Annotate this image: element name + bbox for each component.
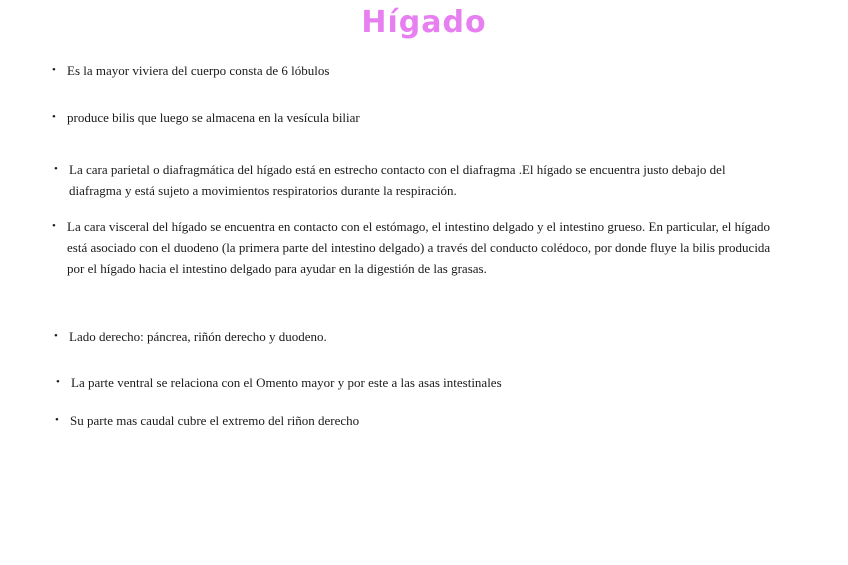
bullet-item-6: [56, 372, 791, 393]
bullet-item-5: [54, 326, 789, 347]
bullet-text: Su parte mas caudal cubre el extremo del riñon derecho: [70, 413, 360, 428]
bullet-text: produce bilis que luego se almacena en la vesícula biliar: [67, 110, 360, 125]
bullet-text: Es la mayor viviera del cuerpo consta de 6 lóbulos: [67, 63, 330, 78]
page-title: Hígado: [361, 5, 487, 40]
bullet-icon: •: [56, 376, 60, 388]
bullet-text: La parte ventral se relaciona con el Omento mayor y por este a las asas intestinales: [71, 375, 502, 390]
bullet-text: La cara parietal o diafragmática del hígado está en estrecho contacto con el diafragma .El hígado se encuentra justo debajo del diafragma y está sujeto a movimientos respiratorios durante la respiración.: [69, 162, 726, 198]
bullet-icon: •: [52, 111, 56, 123]
bullet-item-4: [52, 216, 789, 279]
bullet-text: Lado derecho: páncrea, riñón derecho y duodeno.: [69, 329, 327, 344]
bullet-icon: •: [54, 163, 58, 175]
bullet-item-1: [52, 60, 787, 81]
bullet-icon: •: [52, 220, 56, 232]
bullet-icon: •: [55, 414, 59, 426]
bullet-text: La cara visceral del hígado se encuentra en contacto con el estómago, el intestino delgado y el intestino grueso. En particular, el hígado está asociado con el duodeno (la primera parte del intestino delgado) a través del conducto colédoco, por donde fluye la bilis producida por el hígado hacia el intestino delgado para ayudar en la digestión de las grasas.: [67, 219, 771, 276]
bullet-item-3: [54, 159, 781, 201]
bullet-item-7: [55, 410, 790, 431]
bullet-item-2: [52, 107, 787, 128]
bullet-icon: •: [54, 330, 58, 342]
bullet-icon: •: [52, 64, 56, 76]
